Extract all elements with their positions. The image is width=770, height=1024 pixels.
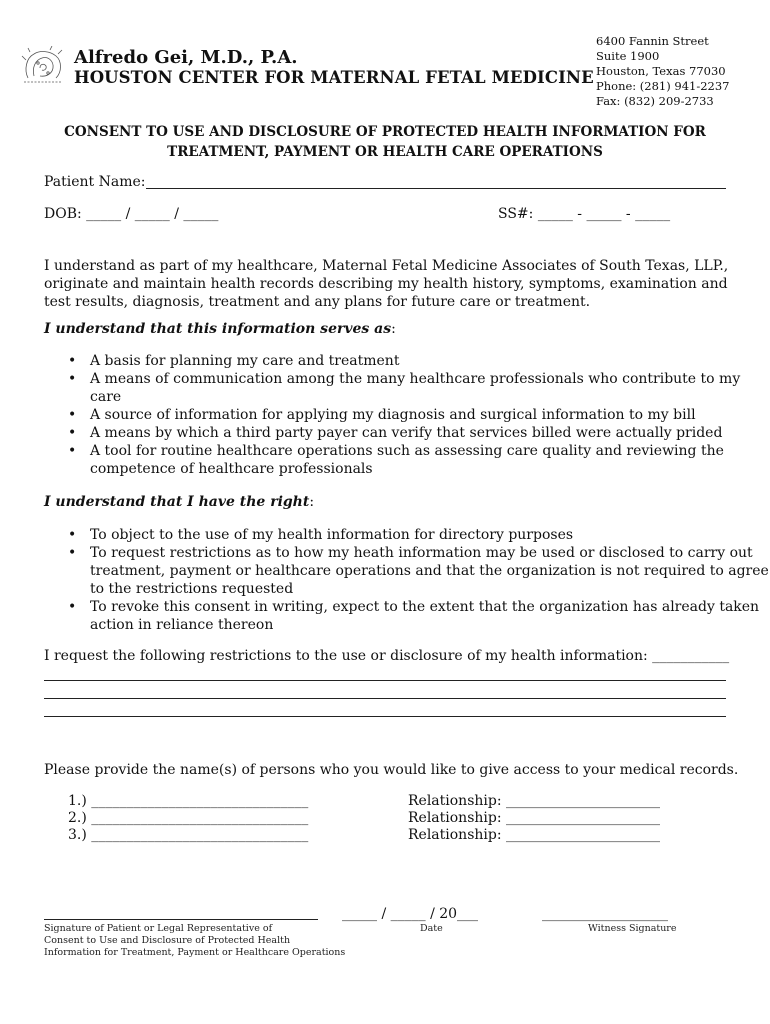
serves-heading-text: I understand that this information serves as xyxy=(44,321,392,337)
address-street: 6400 Fannin Street xyxy=(596,34,709,48)
form-title-line1: CONSENT TO USE AND DISCLOSURE OF PROTECTED HEALTH INFORMATION FOR xyxy=(64,124,706,140)
witness-signature-field[interactable]: __________________ xyxy=(542,906,668,922)
address-fax: Fax: (832) 209-2733 xyxy=(596,94,714,108)
list-item: • A basis for planning my care and treatment xyxy=(90,352,770,370)
practice-logo xyxy=(20,46,66,86)
doctor-name: Alfredo Gei, M.D., P.A. xyxy=(74,47,298,68)
witness-caption: Witness Signature xyxy=(588,923,677,934)
signature-caption-line: Signature of Patient or Legal Representative of xyxy=(44,923,273,934)
address-suite: Suite 1900 xyxy=(596,49,660,63)
intro-paragraph: I understand as part of my healthcare, Maternal Fetal Medicine Associates of South Texas, LLP., originate and maintain health records describing my health history, symptoms, examination and test results, diagnosis, treatment and any plans for future care or treatment. xyxy=(44,258,729,310)
person-name-field[interactable]: 3.) _______________________________ xyxy=(68,827,309,843)
restrictions-line-3[interactable] xyxy=(44,716,726,717)
ss-field[interactable]: SS#: _____ - _____ - _____ xyxy=(498,206,671,222)
restrictions-line-2[interactable] xyxy=(44,698,726,699)
rights-list xyxy=(44,526,770,634)
signature-caption xyxy=(44,923,345,959)
signature-line[interactable] xyxy=(44,919,318,920)
rights-heading-text: I understand that I have the right xyxy=(44,494,310,510)
restrictions-line-1[interactable] xyxy=(44,680,726,681)
list-item: • To revoke this consent in writing, expect to the extent that the organization has already taken action in reliance thereon xyxy=(90,598,770,634)
list-item: • A means by which a third party payer can verify that services billed were actually prided xyxy=(90,424,770,442)
date-caption: Date xyxy=(420,923,443,934)
relationship-field[interactable]: Relationship: ______________________ xyxy=(408,827,661,843)
relationship-field[interactable]: Relationship: ______________________ xyxy=(408,810,661,826)
access-label: Please provide the name(s) of persons who you would like to give access to your medical records. xyxy=(44,762,739,778)
form-title-line2: TREATMENT, PAYMENT OR HEALTH CARE OPERATIONS xyxy=(167,144,603,160)
serves-list xyxy=(44,352,770,478)
list-item: • To object to the use of my health information for directory purposes xyxy=(90,526,770,544)
serves-heading: I understand that this information serves as: xyxy=(44,321,396,337)
rights-heading: I understand that I have the right: xyxy=(44,494,315,510)
address-city: Houston, Texas 77030 xyxy=(596,64,726,78)
date-field[interactable]: _____ / _____ / 20___ xyxy=(342,906,479,922)
person-name-field[interactable]: 2.) _______________________________ xyxy=(68,810,309,826)
patient-name-field[interactable] xyxy=(146,188,726,189)
list-item: • A source of information for applying my diagnosis and surgical information to my bill xyxy=(90,406,770,424)
relationship-list xyxy=(408,793,660,844)
address-phone: Phone: (281) 941-2237 xyxy=(596,79,730,93)
list-item: • A means of communication among the many healthcare professionals who contribute to my care xyxy=(90,370,770,406)
list-item: • To request restrictions as to how my heath information may be used or disclosed to carry out treatment, payment or healthcare operations and that the organization is not required to agree to the restrictions requested xyxy=(90,544,770,598)
persons-list xyxy=(68,793,308,844)
dob-field[interactable]: DOB: _____ / _____ / _____ xyxy=(44,206,219,222)
signature-caption-line: Consent to Use and Disclosure of Protected Health xyxy=(44,935,291,946)
relationship-field[interactable]: Relationship: ______________________ xyxy=(408,793,661,809)
person-name-field[interactable]: 1.) _______________________________ xyxy=(68,793,309,809)
restrictions-label: I request the following restrictions to the use or disclosure of my health information: ___________ xyxy=(44,648,730,664)
form-title xyxy=(40,122,730,162)
address-block xyxy=(596,34,730,109)
signature-caption-line: Information for Treatment, Payment or Healthcare Operations xyxy=(44,947,346,958)
list-item: • A tool for routine healthcare operations such as assessing care quality and reviewing the competence of healthcare professionals xyxy=(90,442,770,478)
patient-name-label: Patient Name: xyxy=(44,174,146,190)
center-name: HOUSTON CENTER FOR MATERNAL FETAL MEDICINE xyxy=(74,68,594,87)
